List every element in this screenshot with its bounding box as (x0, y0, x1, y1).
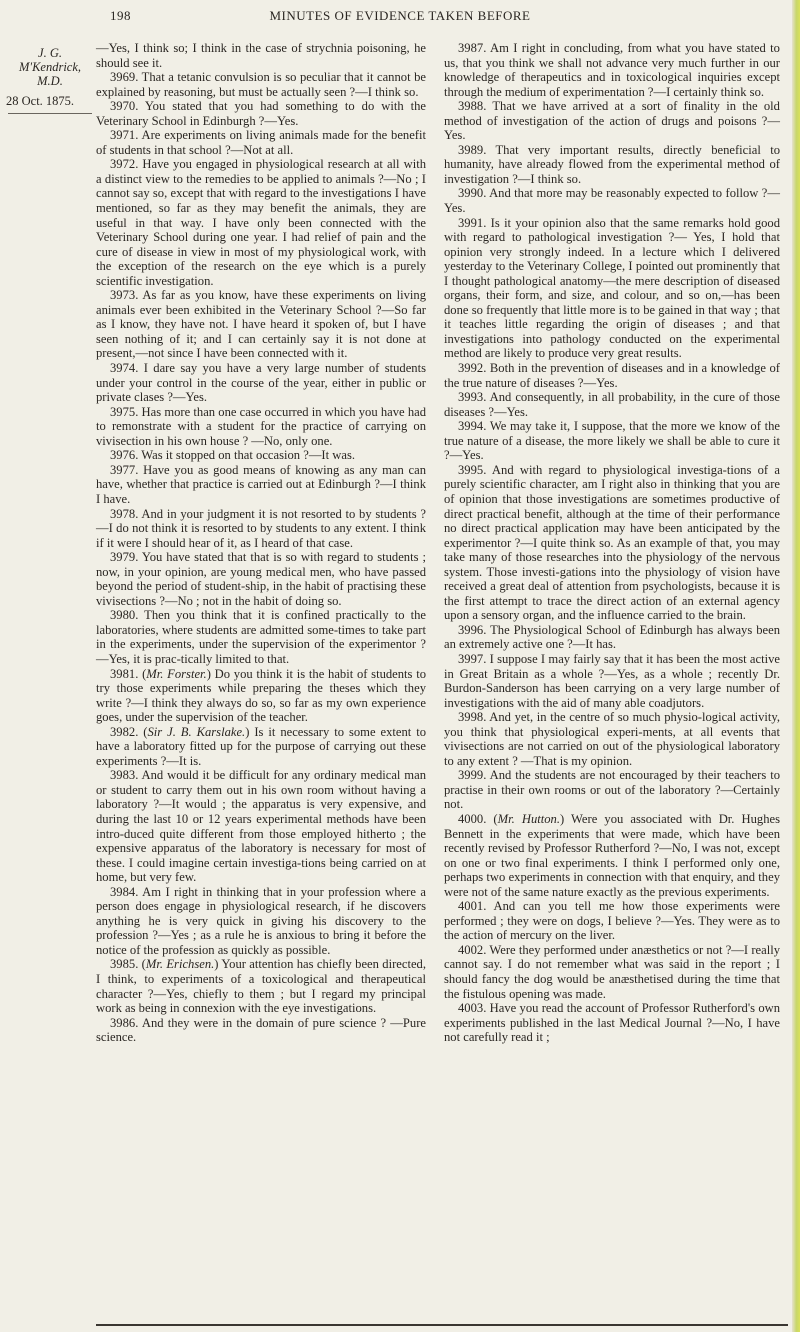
question-number: 3980. (110, 608, 145, 623)
testimony-text: I dare say you have a very large number of students under your control in the course of the year, either in public or private clases ?—Yes. (96, 361, 426, 405)
witness-initials: J. G. (38, 46, 62, 60)
running-head: MINUTES OF EVIDENCE TAKEN BEFORE (269, 8, 531, 23)
testimony-paragraph (444, 390, 780, 419)
question-number: 3988. (458, 99, 493, 114)
testimony-text: You have stated that that is so with regard to students ; now, in your opinion, are young medical men, who have passed beyond the period of student-ship, in the habit of practising these vivisections ?—No ; not in the habit of doing so. (96, 550, 426, 608)
testimony-text: And yet, in the centre of so much physio-logical activity, you think that physiological experi-ments, at all events that vivisections are not carried on out of the physiological laboratory to any extent ? —That is my opinion. (444, 710, 780, 768)
testimony-paragraph (96, 288, 426, 361)
question-number: 3999. (458, 768, 490, 783)
testimony-paragraph (444, 899, 780, 943)
testimony-paragraph (444, 768, 780, 812)
question-number: 3991. (458, 215, 491, 230)
testimony-text: ) Your attention has chiefly been directed, I think, to experiments of a toxicological and therapeutical character ?—Yes, chiefly to them ; but I regard my principal work as being in connexion with the eye investigations. (96, 957, 426, 1016)
page-number: 198 (110, 8, 131, 23)
testimony-paragraph (444, 623, 780, 652)
page-edge (792, 0, 800, 1332)
testimony-text: You stated that you had something to do with the Veterinary School in Edinburgh ?—Yes. (96, 99, 426, 128)
testimony-text: Then you think that it is confined practically to the laboratories, where students are admitted some-times to take part in the experiments, under the supervision of the experimentor ?—Yes, it is prac-tically limited to that. (96, 608, 426, 666)
testimony-text: Were they performed under anæsthetics or not ?—I really cannot say. I do not remember what was said in the report ; I should fancy the dog would be anæsthetised during the time that the fistulous opening was made. (444, 942, 781, 1001)
testimony-paragraph (96, 361, 426, 405)
testimony-text: And in your judgment it is not resorted to by students ?—I do not think it is resorted to by students to any extent. I think if it were I should hear of it, as I heard of that case. (96, 506, 426, 550)
question-number: 3989. (458, 142, 496, 157)
testimony-text: And they were in the domain of pure science ? —Pure science. (96, 1015, 426, 1045)
testimony-paragraph (96, 157, 426, 288)
testimony-paragraph (96, 70, 426, 99)
testimony-text: Have you as good means of knowing as any man can have, whether that practice is carried out at Edinburgh ?—I think I have. (96, 462, 427, 506)
testimony-paragraph (444, 216, 780, 361)
right-column (444, 41, 780, 1045)
testimony-text: That we have arrived at a sort of finality in the old method of investigation of the action of drugs and poisons ?—Yes. (444, 99, 780, 143)
testimony-text: Was it stopped on that occasion ?—It was. (141, 448, 355, 463)
question-number: 3997. (458, 651, 490, 666)
question-number: 4002. (458, 942, 490, 957)
testimony-paragraph (444, 143, 780, 187)
testimony-text: And that more may be reasonably expected to follow ?—Yes. (444, 186, 780, 216)
testimony-text: That very important results, directly beneficial to humanity, have already flowed from the experimental method of investigation ?—I think so. (444, 142, 781, 186)
testimony-paragraph (96, 608, 426, 666)
question-number: 3970. (110, 99, 145, 114)
testimony-text: And would it be difficult for any ordinary medical man or student to carry them out in his own room without having a laboratory ?—It would ; the apparatus is very expensive, and during the last 10 or 12 years experimental methods have been intro-duced quite different from those employed hitherto ; the expensive apparatus of the laboratory is necessary for most of these. I could imagine certain investiga-tions being carried on at home, but very few. (96, 768, 426, 885)
testimony-paragraph (444, 1001, 780, 1045)
testimony-paragraph (444, 41, 780, 99)
speaker-name: Mr. Forster. (146, 666, 207, 681)
testimony-text: Am I right in thinking that in your profession where a person does engage in physiological research, if he discovers anything he is very quick in giving his discovery to the profession ?—Yes ; as a rule he is anxious to bring it before the notice of the profession as quickly as possible. (96, 884, 426, 957)
testimony-paragraph (444, 710, 780, 768)
testimony-paragraph (96, 1016, 426, 1045)
testimony-text: ) Were you associated with Dr. Hughes Bennett in the experiments that were made, which have been recently revised by Professor Rutherford ?—No, I was not, except on one or two final experiments. I think I performed only one, perhaps two experiments in connection with that enquiry, and they were not of the same nature exactly as the previous experiments. (444, 811, 780, 899)
testimony-paragraph (96, 128, 426, 157)
margin-note (6, 46, 94, 108)
testimony-paragraph (96, 550, 426, 608)
question-number: 3998. (458, 710, 490, 725)
speaker-name: Mr. Erichsen. (145, 957, 215, 972)
testimony-paragraph (96, 667, 426, 725)
testimony-paragraph (96, 463, 426, 507)
testimony-text: And the students are not encouraged by their teachers to practise in their own rooms or out of the laboratory ?—Certainly not. (444, 768, 780, 812)
testimony-text: ) Do you think it is the habit of students to try those experiments while preparing the theses which they write ?—I think they always do so, so far as my own experience goes, under the supervision of the teacher. (96, 666, 426, 725)
testimony-paragraph (444, 99, 780, 143)
testimony-text: Is it your opinion also that the same remarks hold good with regard to pathological investigation ?— Yes, I hold that opinion very strongly indeed. In a lecture which I delivered yesterday to the Veterinary College, I pointed out prominently that I thought pathological anatomy—the mere description of diseased organs, their form, and size, and colour, and so on,—has been done so frequently that little more is to be gained in that way ; that it teaches little regarding the origin of diseases ; and that investigations into pathology conducted on the experimental method are likely to produce very great results. (444, 215, 781, 361)
question-number: 3974. (110, 361, 144, 376)
testimony-text: —Yes, I think so; I think in the case of strychnia poisoning, he should see it. (96, 41, 426, 70)
testimony-paragraph (444, 186, 780, 215)
speaker-name: Sir J. B. Karslake. (147, 724, 246, 739)
question-number: 3982. ( (110, 724, 148, 739)
testimony-text: Has more than one case occurred in which you have had to remonstrate with a student for the practice of carrying on vivisection in his own house ? —No, only one. (96, 404, 427, 448)
bottom-rule (96, 1324, 788, 1326)
testimony-paragraph (444, 652, 780, 710)
question-number: 3981. ( (110, 666, 147, 681)
question-number: 4001. (458, 899, 494, 914)
testimony-text: We may take it, I suppose, that the more we know of the true nature of a disease, the more likely we shall be able to cure it ?—Yes. (444, 419, 780, 463)
question-number: 4000. ( (458, 811, 498, 826)
testimony-paragraph (96, 448, 426, 463)
testimony-text: That a tetanic convulsion is so peculiar that it cannot be explained by reasoning, but must be actually seen ?—I think so. (96, 70, 426, 99)
question-number: 3975. (110, 404, 142, 419)
question-number: 3979. (110, 550, 142, 565)
testimony-paragraph (444, 463, 780, 623)
testimony-paragraph (444, 361, 780, 390)
question-number: 3976. (110, 448, 142, 463)
testimony-text: And with regard to physiological investiga-tions of a purely scientific character, am I right also in thinking that you are of opinion that those investigations are sometimes productive of direct practical benefit, although at the time of their performance no direct practical application may have been anticipated by the experimentor ?—I quite think so. As an example of that, you may take many of those researches into the physiology of the nervous system. Those investi-gations into the physiology of vision have received a great deal of attention from psychologists, because it is the first attempt to trace the direct action of an external agency upon a sensory organ, and the influence carried to the brain. (444, 462, 780, 623)
testimony-text: And consequently, in all probability, in the cure of those diseases ?—Yes. (444, 390, 780, 419)
question-number: 3986. (110, 1015, 142, 1030)
testimony-paragraph (96, 957, 426, 1015)
testimony-text: The Physiological School of Edinburgh has always been an extremely active one ?—It has. (444, 622, 780, 652)
testimony-paragraph (444, 943, 780, 1001)
testimony-text: Have you read the account of Professor Rutherford's own experiments published in the last Medical Journal ?—No, I have not carefully read it ; (444, 1001, 781, 1045)
question-number: 3977. (110, 462, 144, 477)
hearing-date: 28 Oct. 1875. (6, 94, 75, 108)
left-column (96, 41, 426, 1045)
question-number: 3972. (110, 157, 143, 172)
testimony-paragraph (96, 405, 426, 449)
question-number: 3985. ( (110, 957, 146, 972)
testimony-paragraph (96, 99, 426, 128)
page-header (0, 8, 800, 30)
question-number: 4003. (458, 1001, 490, 1016)
question-number: 3983. (110, 768, 142, 783)
testimony-text: As far as you know, have these experiments on living animals ever been exhibited in the Veterinary School ?—So far as I know, they have not. I have heard it spoken of, but I have seen nothing of it; and I can certainly say it is not done at present,—not since I have been connected with it. (96, 288, 427, 361)
question-number: 3973. (110, 288, 143, 303)
question-number: 3987. (458, 41, 490, 55)
testimony-text: Have you engaged in physiological research at all with a distinct view to the remedies to be applied to animals ?—No ; I cannot say so, except that with regard to the investigations I have mentioned, so far as they may benefit the animals, they are useful in that way. I have only been connected with the Veterinary School during one year. I had relief of pain and the cure of disease in view in most of my physiological work, with the exception of the research on the eye which is a purely scientific investigation. (96, 157, 426, 288)
testimony-text: Are experiments on living animals made for the benefit of students in that school ?—Not at all. (96, 128, 427, 157)
question-number: 3992. (458, 361, 490, 376)
question-number: 3995. (458, 462, 492, 477)
speaker-name: Mr. Hutton. (497, 811, 560, 826)
testimony-text: And can you tell me how those experiments were performed ; they were on dogs, I believe ?—Yes. They were as to the action of mercury on the liver. (444, 899, 780, 943)
question-number: 3971. (110, 128, 142, 143)
witness-degree: M.D. (37, 74, 63, 88)
testimony-paragraph (444, 419, 780, 463)
testimony-text: I suppose I may fairly say that it has been the most active in Great Britain as a whole ?—Yes, as a whole ; recently Dr. Burdon-Sanderson has been carrying on a very large number of investigations with the aid of many able coadjutors. (444, 651, 780, 710)
question-number: 3996. (458, 622, 491, 637)
witness-surname: M'Kendrick, (18, 60, 82, 74)
testimony-paragraph (96, 41, 426, 70)
testimony-paragraph (96, 725, 426, 769)
testimony-paragraph (96, 768, 426, 884)
testimony-paragraph (96, 885, 426, 958)
testimony-text: Both in the prevention of diseases and in a knowledge of the true nature of diseases ?—Yes. (444, 361, 781, 390)
question-number: 3993. (458, 390, 490, 405)
question-number: 3978. (110, 506, 142, 521)
question-number: 3969. (110, 70, 142, 85)
testimony-paragraph (444, 812, 780, 899)
testimony-paragraph (96, 507, 426, 551)
question-number: 3990. (458, 186, 490, 201)
question-number: 3984. (110, 884, 143, 899)
question-number: 3994. (458, 419, 490, 434)
margin-divider (8, 113, 92, 114)
testimony-text: ) Is it necessary to some extent to have a laboratory fitted up for the purpose of carrying out these experiments ?—It is. (96, 724, 426, 768)
testimony-text: Am I right in concluding, from what you have stated to us, that you think we shall not advance very much further in our knowledge of therapeutics and in toxicological inquiries except through the medium of experimentation ?—I certainly think so. (444, 41, 780, 99)
